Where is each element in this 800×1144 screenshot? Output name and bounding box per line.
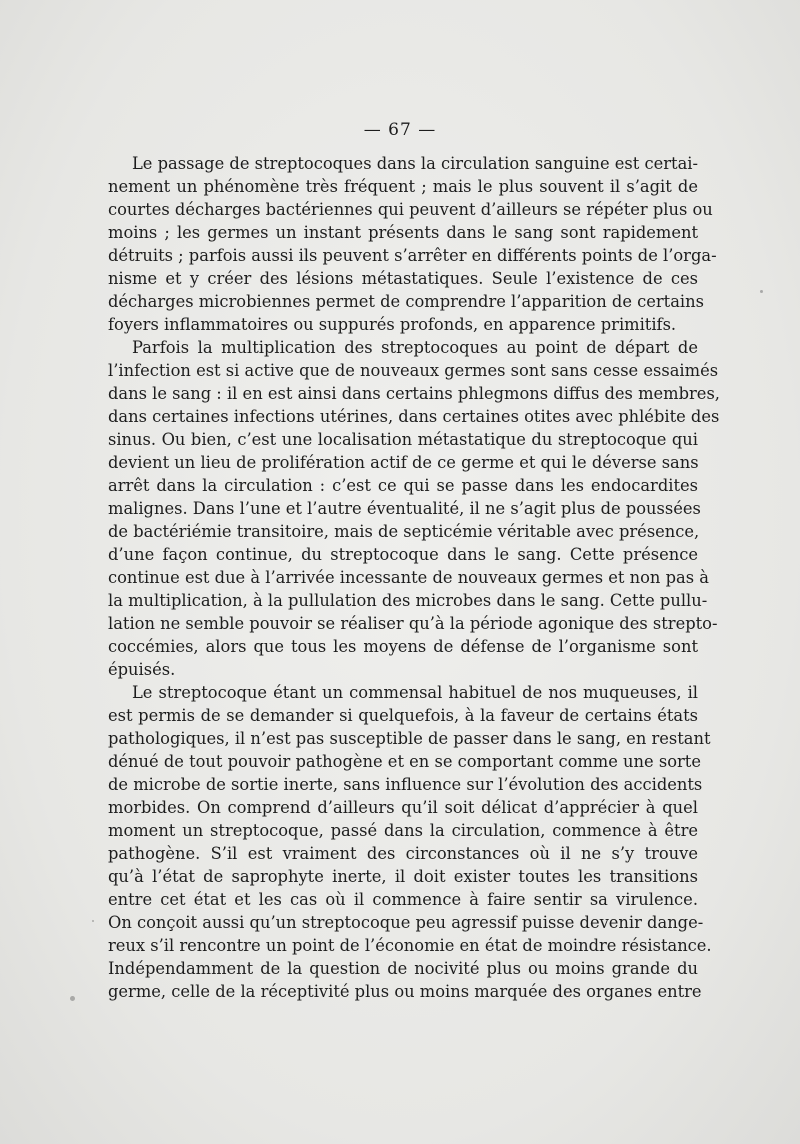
text-line: lation ne semble pouvoir se réaliser qu’à la période agonique des strepto- <box>108 614 718 633</box>
text-line: foyers inflammatoires ou suppurés profonds, en apparence primitifs. <box>108 315 677 334</box>
text-line: de microbe de sortie inerte, sans influence sur l’évolution des accidents <box>108 775 703 794</box>
text-line: coccémies, alors que tous les moyens de défense de l’organisme sont <box>108 637 698 656</box>
text-line: nement un phénomène très fréquent ; mais le plus souvent il s’agit de <box>108 177 698 196</box>
text-line: dans certaines infections utérines, dans certaines otites avec phlébite des <box>108 407 720 426</box>
text-line: épuisés. <box>108 660 176 679</box>
text-line: germe, celle de la réceptivité plus ou moins marquée des organes entre <box>108 982 702 1001</box>
text-line: sinus. Ou bien, c’est une localisation métastatique du streptocoque qui <box>108 430 698 449</box>
text-line: continue est due à l’arrivée incessante de nouveaux germes et non pas à <box>108 568 709 587</box>
text-line: pathogène. S’il est vraiment des circonstances où il ne s’y trouve <box>108 844 698 863</box>
text-line: de bactériémie transitoire, mais de septicémie véritable avec présence, <box>108 522 700 541</box>
paper-speck <box>70 996 75 1001</box>
text-line: dans le sang : il en est ainsi dans certains phlegmons diffus des membres, <box>108 384 720 403</box>
text-line: arrêt dans la circulation : c’est ce qui se passe dans les endocardites <box>108 476 698 495</box>
text-line: Parfois la multiplication des streptocoques au point de départ de <box>132 338 698 357</box>
text-line: moins ; les germes un instant présents dans le sang sont rapidement <box>108 223 698 242</box>
paper-speck <box>760 290 763 293</box>
text-line: dénué de tout pouvoir pathogène et en se comportant comme une sorte <box>108 752 701 771</box>
text-line: décharges microbiennes permet de comprendre l’apparition de certains <box>108 292 704 311</box>
text-line: courtes décharges bactériennes qui peuvent d’ailleurs se répéter plus ou <box>108 200 713 219</box>
text-line: la multiplication, à la pullulation des microbes dans le sang. Cette pullu- <box>108 591 708 610</box>
text-line: Le streptocoque étant un commensal habituel de nos muqueuses, il <box>132 683 698 702</box>
text-line: morbides. On comprend d’ailleurs qu’il soit délicat d’apprécier à quel <box>108 798 698 817</box>
text-line: détruits ; parfois aussi ils peuvent s’arrêter en différents points de l’orga- <box>108 246 717 265</box>
text-line: nisme et y créer des lésions métastatiques. Seule l’existence de ces <box>108 269 698 288</box>
body-text <box>108 152 720 1003</box>
text-line: est permis de se demander si quelquefois, à la faveur de certains états <box>108 706 698 725</box>
text-line: Indépendamment de la question de nocivité plus ou moins grande du <box>108 959 698 978</box>
text-line: qu’à l’état de saprophyte inerte, il doit exister toutes les transitions <box>108 867 698 886</box>
text-line: devient un lieu de prolifération actif de ce germe et qui le déverse sans <box>108 453 699 472</box>
text-line: pathologiques, il n’est pas susceptible de passer dans le sang, en restant <box>108 729 711 748</box>
text-line: reux s’il rencontre un point de l’économie en état de moindre résistance. <box>108 936 712 955</box>
page-number: — 67 — <box>363 120 437 140</box>
paper-speck <box>92 920 94 922</box>
text-line: On conçoit aussi qu’un streptocoque peu agressif puisse devenir dange- <box>108 913 704 932</box>
text-line: moment un streptocoque, passé dans la circulation, commence à être <box>108 821 698 840</box>
text-line: malignes. Dans l’une et l’autre éventualité, il ne s’agit plus de poussées <box>108 499 701 518</box>
text-line: d’une façon continue, du streptocoque dans le sang. Cette présence <box>108 545 698 564</box>
text-line: Le passage de streptocoques dans la circulation sanguine est certai- <box>132 154 698 173</box>
text-line: entre cet état et les cas où il commence à faire sentir sa virulence. <box>108 890 698 909</box>
text-line: l’infection est si active que de nouveaux germes sont sans cesse essaimés <box>108 361 719 380</box>
